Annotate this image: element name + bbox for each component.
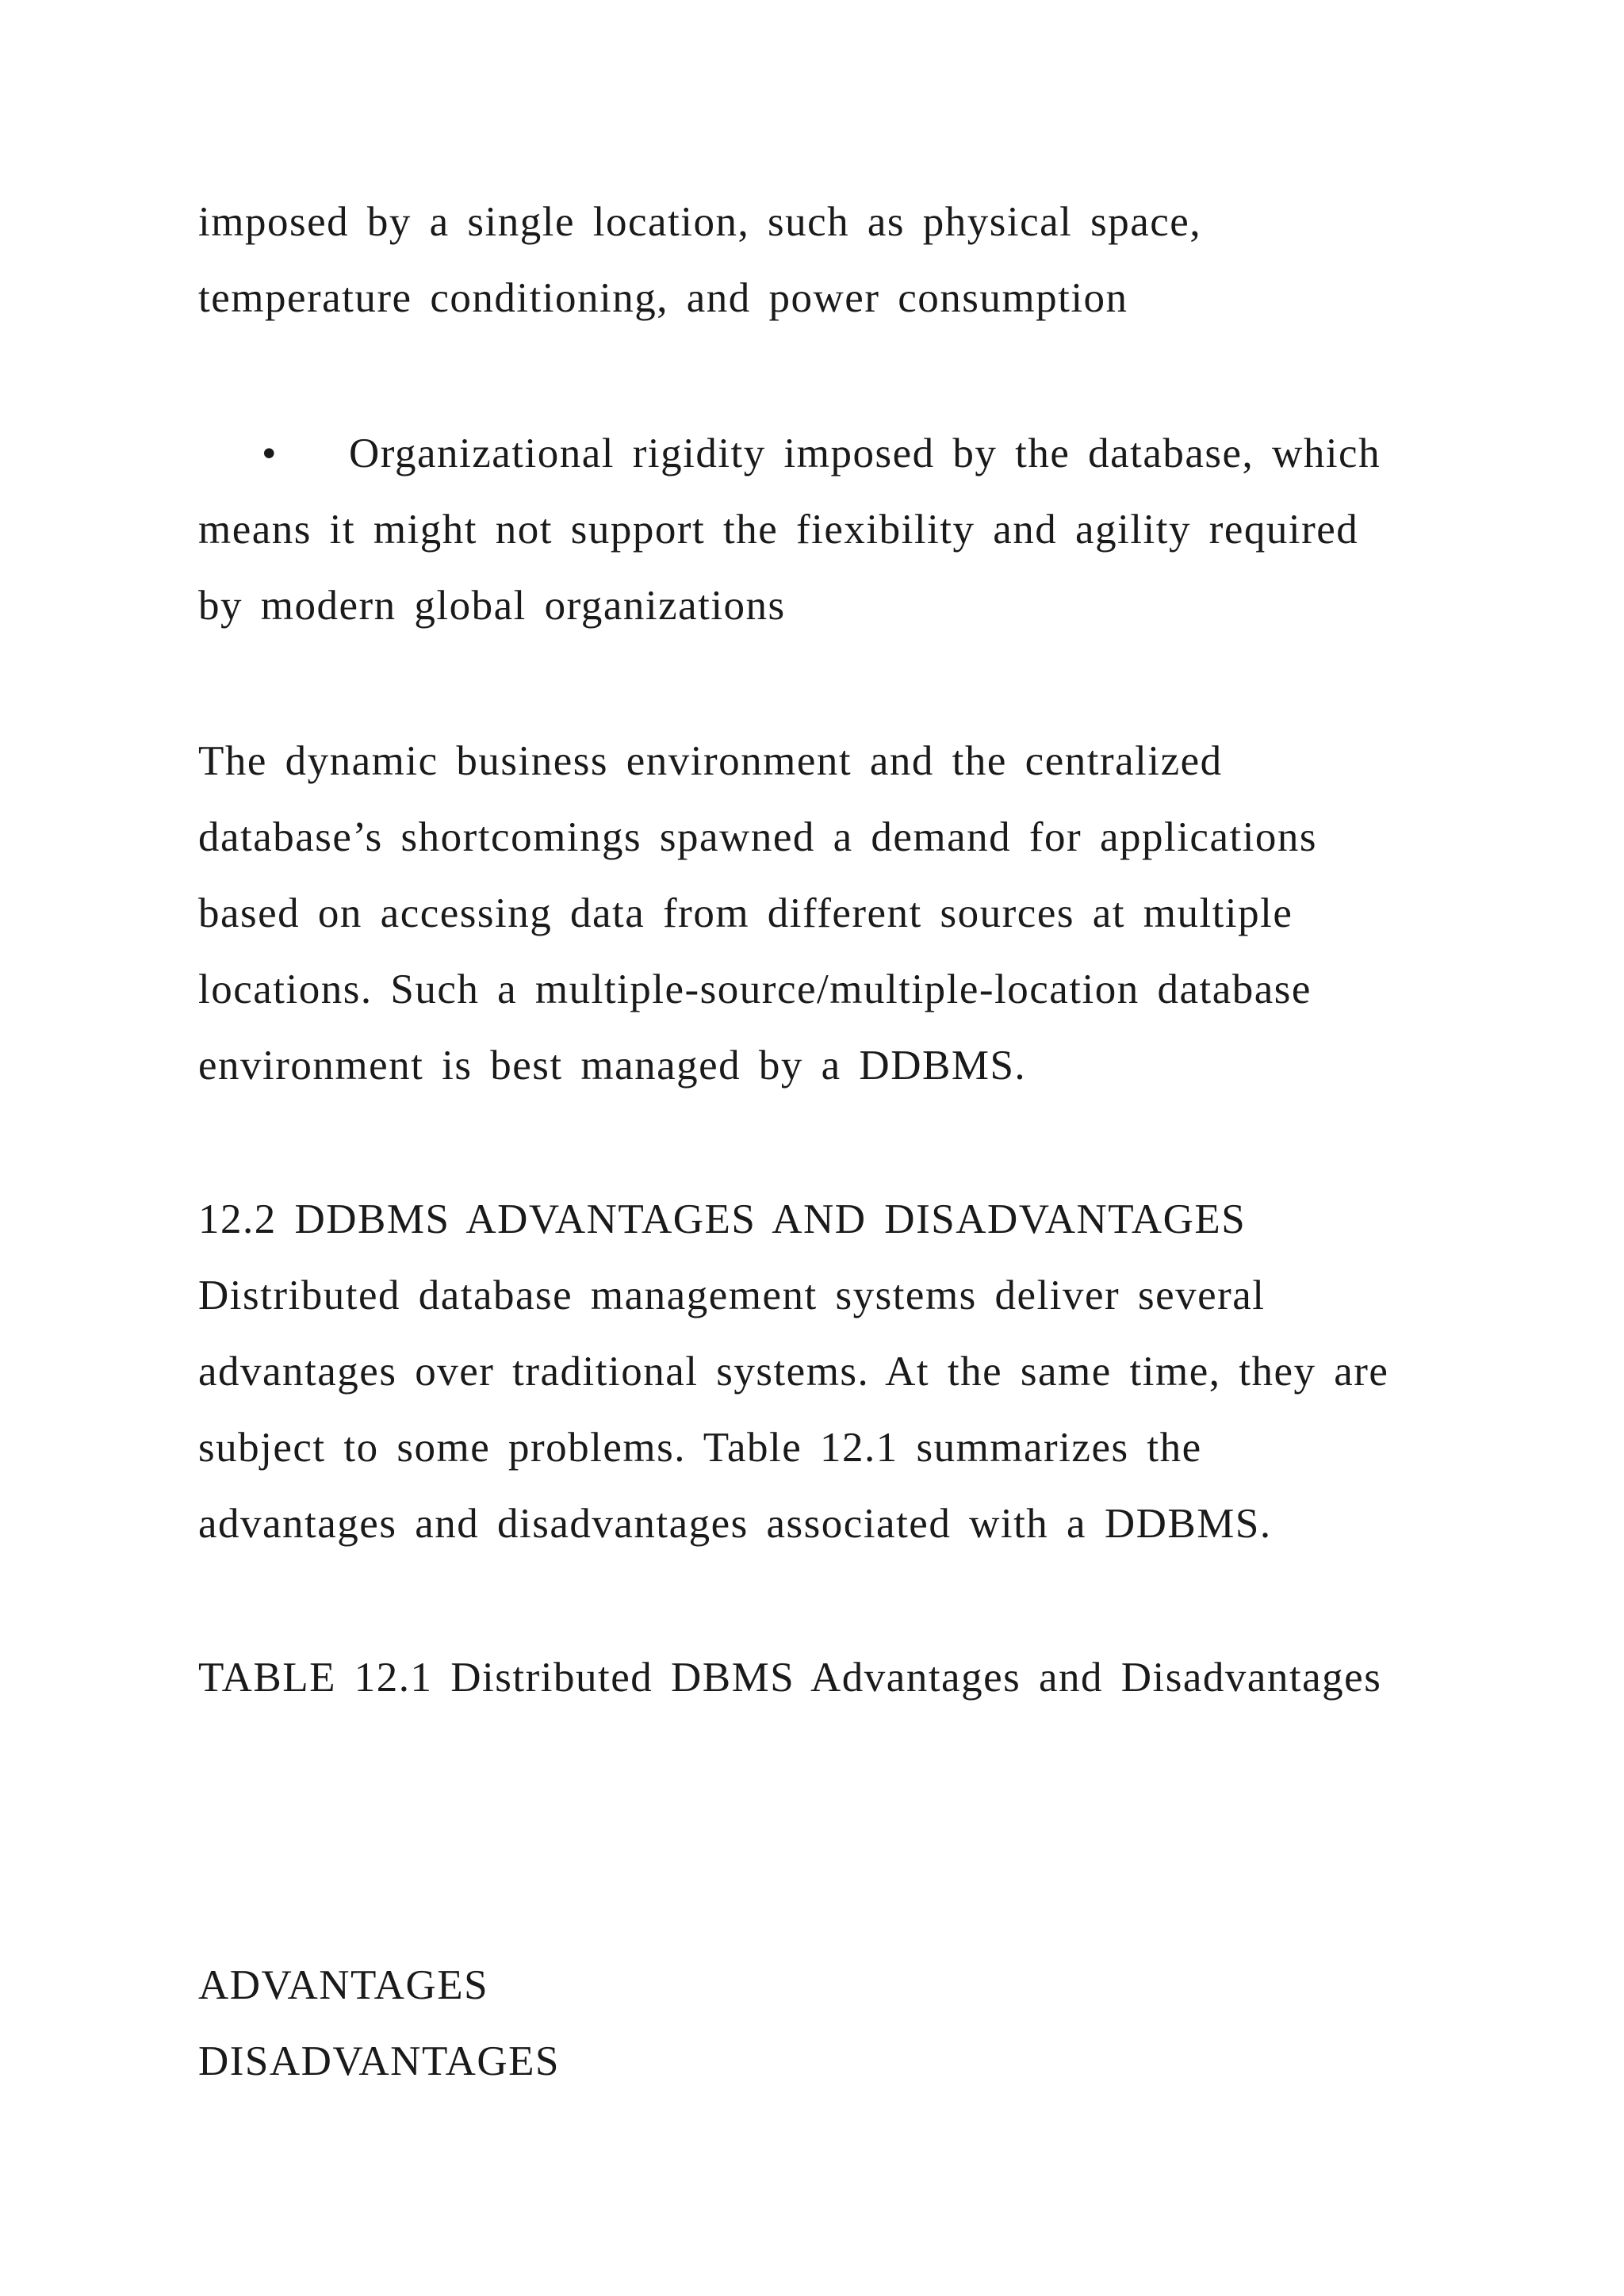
text-line: means it might not support the fiexibility and agility required [198,507,1359,553]
table-header-disadvantages: DISADVANTAGES [198,2038,560,2084]
text-line: The dynamic business environment and the centralized [198,738,1223,784]
text-line: database’s shortcomings spawned a demand for applications [198,814,1318,860]
text-line: locations. Such a multiple-source/multiple-location database [198,966,1312,1012]
table-header-advantages: ADVANTAGES [198,1962,489,2008]
bullet-icon: • [262,430,278,476]
text-line: environment is best managed by a DDBMS. [198,1043,1027,1089]
text-line: Distributed database management systems deliver several [198,1272,1266,1318]
text-line: temperature conditioning, and power consumption [198,275,1128,321]
table-caption: TABLE 12.1 Distributed DBMS Advantages and Disadvantages [198,1655,1382,1701]
bullet-item [198,430,1381,477]
text-line: based on accessing data from different sources at multiple [198,890,1293,936]
section-heading: 12.2 DDBMS ADVANTAGES AND DISADVANTAGES [198,1196,1247,1242]
text-line: advantages over traditional systems. At the same time, they are [198,1349,1389,1395]
text-line: by modern global organizations [198,583,786,629]
text-line: subject to some problems. Table 12.1 summarizes the [198,1425,1202,1471]
text-line: imposed by a single location, such as physical space, [198,199,1202,245]
bullet-text: Organizational rigidity imposed by the database, which [349,430,1381,476]
text-line: advantages and disadvantages associated with a DDBMS. [198,1501,1272,1547]
